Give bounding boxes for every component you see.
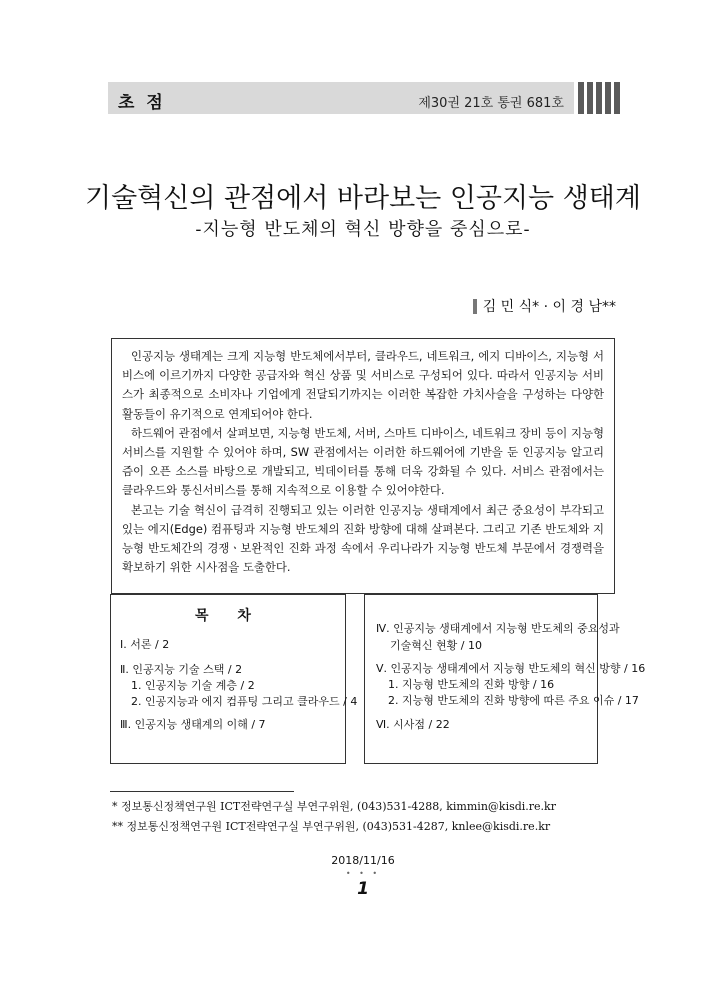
toc-left-column xyxy=(110,594,358,764)
toc-subitem: 1. 지능형 반도체의 진화 방향 / 16 xyxy=(388,678,555,691)
table-of-contents xyxy=(110,594,646,764)
footnote: * 정보통신정책연구원 ICT전략연구실 부연구위원, (043)531-4288, kimmin@kisdi.re.kr xyxy=(112,800,556,813)
abstract-paragraph: 하드웨어 관점에서 살펴보면, 지능형 반도체, 서버, 스마트 디바이스, 네트워크 장비 등이 지능형 서비스를 지원할 수 있어야 하며, SW 관점에서는 이러한 하드웨어에 기반을 둔 인공지능 알고리즘이 오픈 소스를 바탕으로 개발되고, 빅데이터를 통해 더욱 강화될 수 있다. 서비스 관점에서는 클라우드와 통신서비스를 통해 지속적으로 이용할 수 있어야한다. xyxy=(122,425,604,498)
footnote-divider xyxy=(110,791,294,792)
author-line xyxy=(473,296,616,316)
page-number: 1 xyxy=(357,879,369,899)
stripe xyxy=(605,82,611,114)
article-subtitle: -지능형 반도체의 혁신 방향을 중심으로- xyxy=(195,219,531,240)
toc-item: Ⅱ. 인공지능 기술 스택 / 2 xyxy=(120,663,243,676)
toc-right-column xyxy=(364,594,646,764)
toc-subitem: 2. 지능형 반도체의 진화 방향에 따른 주요 이슈 / 17 xyxy=(388,694,639,707)
article-title: 기술혁신의 관점에서 바라보는 인공지능 생태계 xyxy=(85,183,641,214)
authors: 김 민 식* · 이 경 남** xyxy=(482,299,616,315)
stripe xyxy=(596,82,602,114)
toc-subitem: 2. 인공지능과 에지 컴퓨팅 그리고 클라우드 / 4 xyxy=(131,695,358,708)
toc-item: Ⅴ. 인공지능 생태계에서 지능형 반도체의 혁신 방향 / 16 xyxy=(376,662,646,675)
publication-date: 2018/11/16 xyxy=(331,854,395,867)
footnote: ** 정보통신정책연구원 ICT전략연구실 부연구위원, (043)531-4287, knlee@kisdi.re.kr xyxy=(112,820,551,833)
abstract-box xyxy=(111,338,615,594)
issue-number: 제30권 21호 통권 681호 xyxy=(418,96,564,111)
abstract-paragraph: 인공지능 생태계는 크게 지능형 반도체에서부터, 클라우드, 네트워크, 에지 디바이스, 지능형 서비스에 이르기까지 다양한 공급자와 혁신 상품 및 서비스로 구성되어 있다. 따라서 인공지능 서비스가 최종적으로 소비자나 기업에게 전달되기까지는 이러한 복잡한 가치사슬을 구성하는 다양한 활동들이 유기적으로 연계되어야 한다. xyxy=(122,349,604,421)
stripe xyxy=(614,82,620,114)
toc-item: Ⅵ. 시사점 / 22 xyxy=(376,718,450,731)
toc-item-continued: 기술혁신 현황 / 10 xyxy=(390,639,482,652)
footer-dots: • • • xyxy=(345,869,381,878)
author-marker xyxy=(473,299,477,314)
stripe xyxy=(578,82,584,114)
toc-title: 목 차 xyxy=(195,608,263,624)
section-label: 초 점 xyxy=(118,93,166,113)
abstract-paragraph: 본고는 기술 혁신이 급격히 진행되고 있는 이러한 인공지능 생태계에서 최근 중요성이 부각되고 있는 에지(Edge) 컴퓨팅과 지능형 반도체의 진화 방향에 대해 살펴본다. 그리고 기존 반도체와 지능형 반도체간의 경쟁ㆍ보완적인 진화 과정 속에서 우리나라가 지능형 반도체 부문에서 경쟁력을 확보하기 위한 시사점을 도출한다. xyxy=(122,502,604,575)
stripe xyxy=(587,82,593,114)
toc-item: Ⅲ. 인공지능 생태계의 이해 / 7 xyxy=(120,718,266,731)
toc-item: Ⅳ. 인공지능 생태계에서 지능형 반도체의 중요성과 xyxy=(376,622,620,635)
toc-subitem: 1. 인공지능 기술 계층 / 2 xyxy=(131,679,255,692)
header-stripes xyxy=(578,82,620,114)
toc-item: Ⅰ. 서론 / 2 xyxy=(120,638,170,651)
